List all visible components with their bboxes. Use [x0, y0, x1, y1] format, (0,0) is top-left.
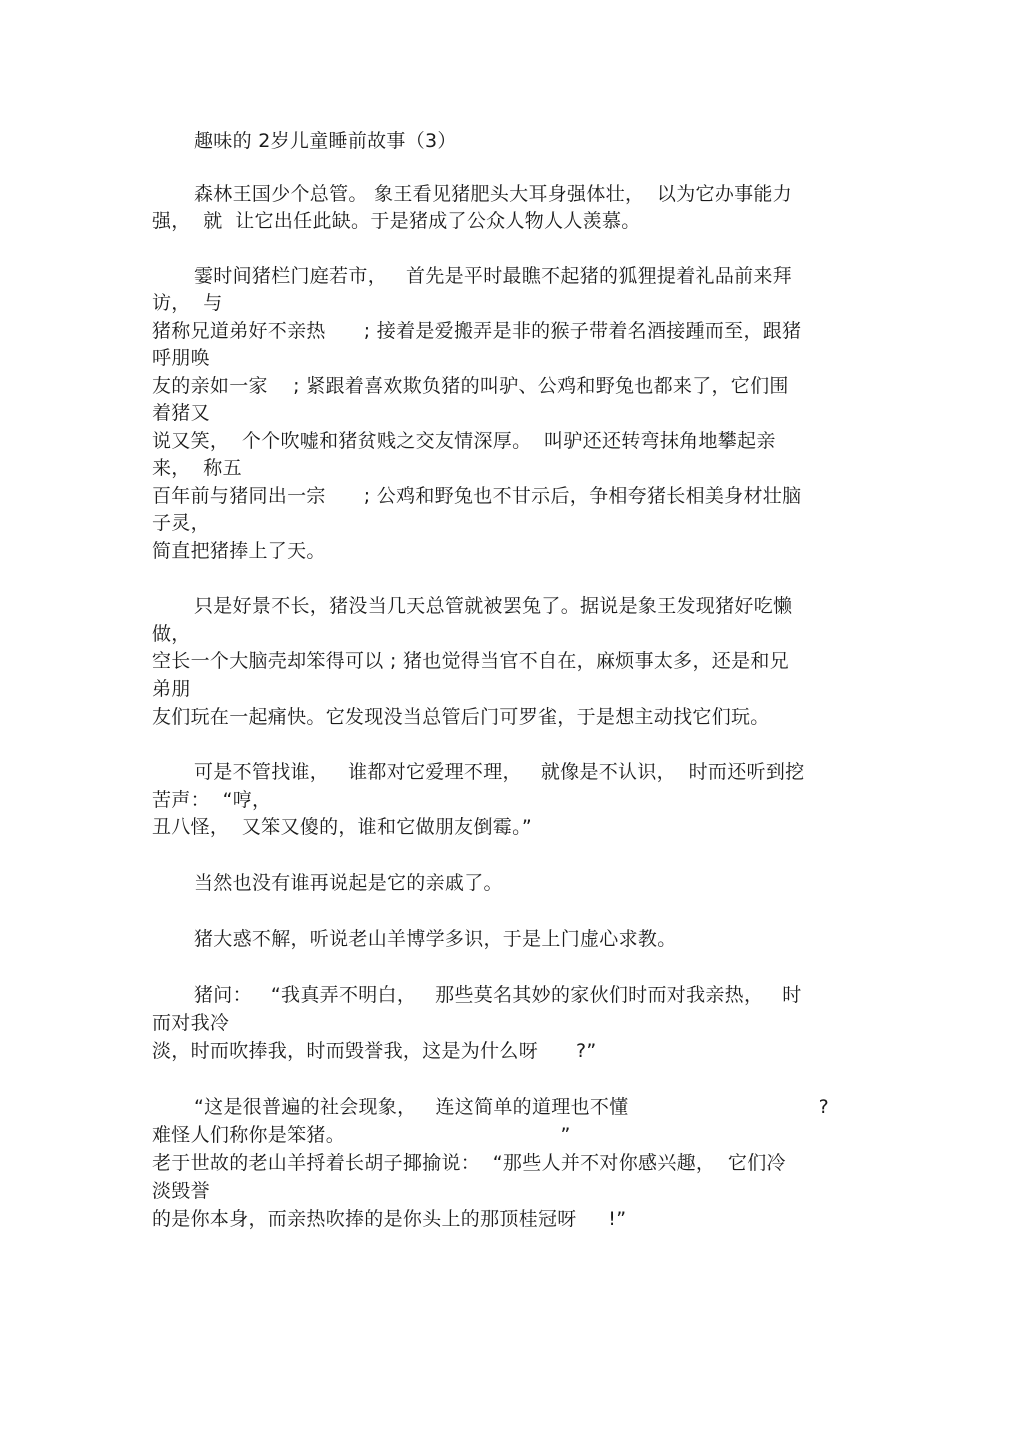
text-line-12: 子灵， [152, 512, 210, 534]
text-line-30: 淡毁誉 [152, 1180, 210, 1202]
text-line-9: 说又笑， 个个吹嘘和猪贫贱之交友情深厚。 叫驴还还转弯抹角地攀起亲 [152, 430, 776, 452]
text-line-5: 猪称兄道弟好不亲热 ; 接着是爱搬弄是非的猴子带着名酒接踵而至，跟猪 [152, 320, 802, 342]
text-line-17: 弟朋 [152, 678, 191, 700]
text-line-16: 空长一个大脑壳却笨得可以 ; 猪也觉得当官不自在，麻烦事太多，还是和兄 [152, 650, 789, 672]
text-line-8: 着猪又 [152, 402, 210, 424]
text-line-20: 苦声： “哼， [152, 789, 272, 811]
text-line-18: 友们玩在一起痛快。它发现没当总管后门可罗雀，于是想主动找它们玩。 [152, 706, 770, 728]
text-line-22: 当然也没有谁再说起是它的亲戚了。 [194, 872, 503, 894]
text-line-14: 只是好景不长，猪没当几天总管就被罢兔了。据说是象王发现猪好吃懒 [194, 595, 793, 617]
text-line-25: 而对我冷 [152, 1012, 230, 1034]
text-line-26: 淡，时而吹捧我，时而毁誉我，这是为什么呀 ?” [152, 1040, 597, 1062]
text-line-10: 来， 称五 [152, 457, 242, 479]
text-line-6: 呼朋唤 [152, 347, 210, 369]
text-line-29: 老于世故的老山羊捋着长胡子揶揄说： “那些人并不对你感兴趣， 它们冷 [152, 1152, 786, 1174]
text-line-28: 难怪人们称你是笨猪。 ” [152, 1124, 571, 1146]
text-line-15: 做， [152, 623, 191, 645]
text-line-23: 猪大惑不解，听说老山羊博学多识，于是上门虚心求教。 [194, 928, 677, 950]
text-line-19: 可是不管找谁， 谁都对它爱理不理， 就像是不认识， 时而还听到挖 [194, 761, 805, 783]
text-line-4: 访， 与 [152, 292, 223, 314]
text-line-3: 霎时间猪栏门庭若市， 首先是平时最瞧不起猪的狐狸提着礼品前来拜 [194, 265, 793, 287]
text-line-21: 丑八怪， 又笨又傻的，谁和它做朋友倒霉。” [152, 816, 533, 838]
text-line-11: 百年前与猪同出一宗 ; 公鸡和野兔也不甘示后，争相夸猪长相美身材壮脑 [152, 485, 802, 507]
text-line-1: 森林王国少个总管。 象王看见猪肥头大耳身强体壮， 以为它办事能力 [194, 183, 793, 205]
text-line-27: “这是很普遍的社会现象， 连这简单的道理也不懂 ? [194, 1096, 830, 1118]
text-line-7: 友的亲如一家 ; 紧跟着喜欢欺负猪的叫驴、公鸡和野兔也都来了，它们围 [152, 375, 789, 397]
text-line-24: 猪问： “我真弄不明白， 那些莫名其妙的家伙们时而对我亲热， 时 [194, 984, 802, 1006]
page-title: 趣味的 2岁儿童睡前故事（3） [194, 130, 457, 152]
text-line-31: 的是你本身，而亲热吹捧的是你头上的那顶桂冠呀 !” [152, 1208, 627, 1230]
text-line-2: 强， 就 让它出任此缺。于是猪成了公众人物人人羡慕。 [152, 210, 641, 232]
text-line-13: 简直把猪捧上了天。 [152, 540, 326, 562]
